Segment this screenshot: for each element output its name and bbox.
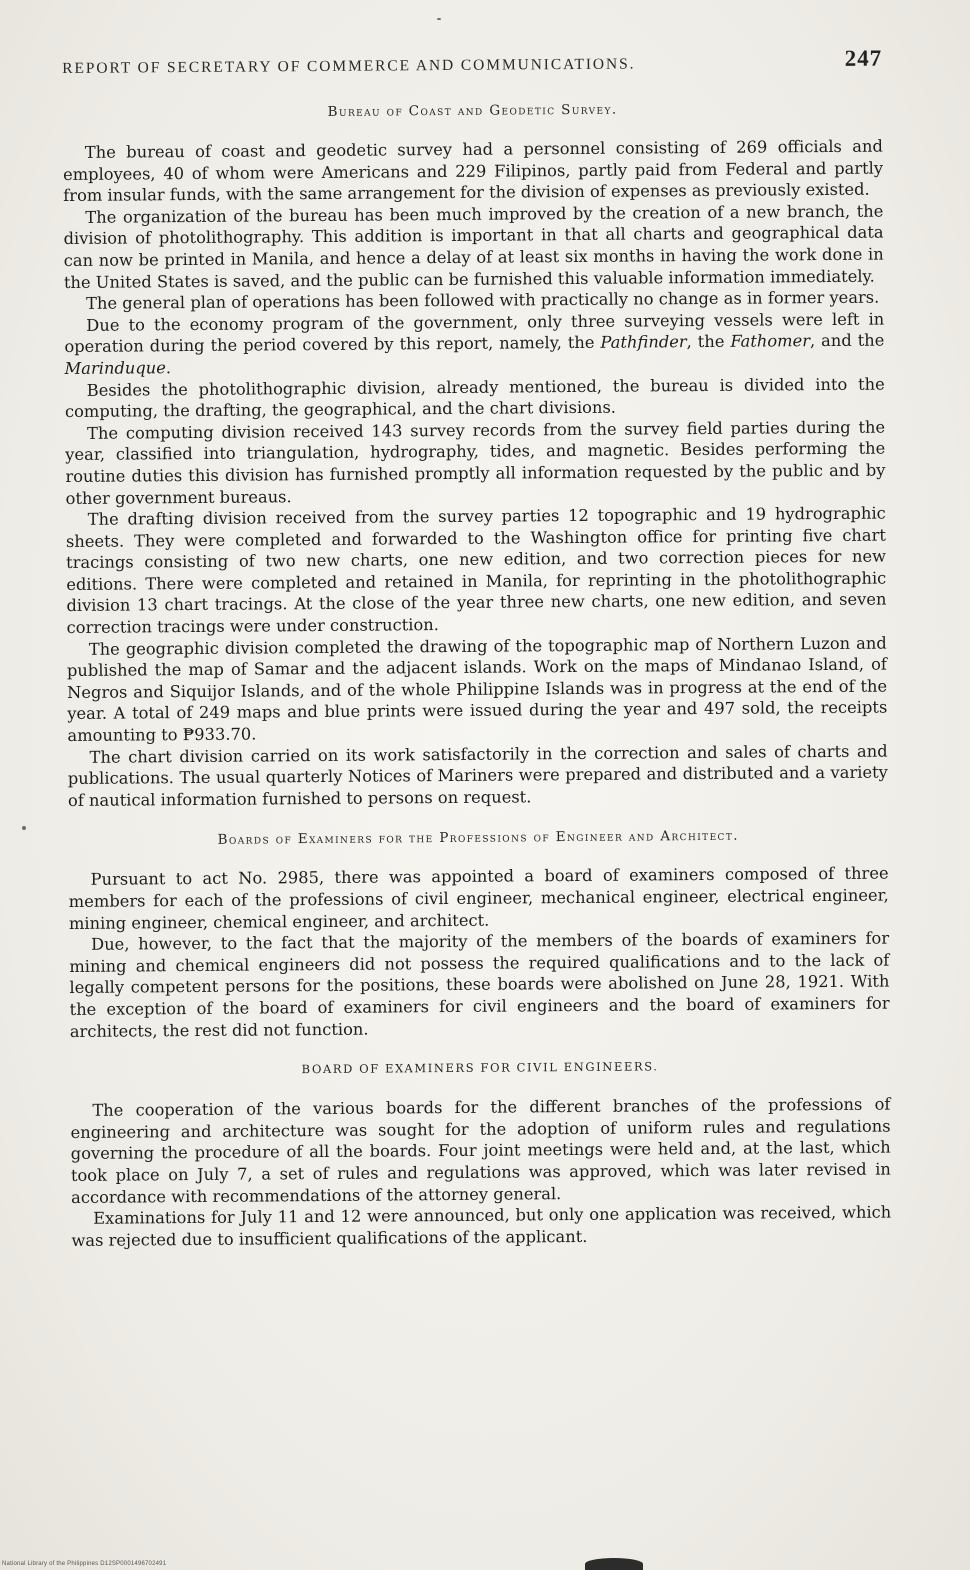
paragraph: The chart division carried on its work satisfactorily in the correction and sales of charts and publications. The usual quarterly Notices of Mariners were prepared and distributed and a variety of nautical information furnished to persons on request. — [67, 741, 888, 810]
paragraph: The computing division received 143 survey records from the survey field parties during the year, classified into triangulation, hydrography, tides, and magnetic. Besides performing the routine duties this division has furnished promptly all information requested by the public and by other government bureaus. — [65, 417, 886, 508]
paragraph-vessels — [64, 308, 884, 379]
scan-footer-note: National Library of the Philippines D12SP0001496702491 — [2, 1561, 167, 1567]
paragraph: The cooperation of the various boards for the different branches of the professions of engineering and architecture was sought for the adoption of uniform rules and regulations governing the procedure of all the boards. Four joint meetings were held and, at the last, which took place on July 7, a set of rules and regulations was approved, which was later revised in accordance with recommendations of the attorney general. — [70, 1094, 891, 1207]
vessel-name-pathfinder: Pathfinder — [600, 332, 687, 353]
vessels-text-between: , and the — [809, 330, 885, 351]
section-heading-civil-engineers: BOARD OF EXAMINERS FOR CIVIL ENGINEERS. — [301, 1059, 659, 1077]
vessels-text-between: , the — [686, 332, 731, 352]
paragraph: Due, however, to the fact that the majority of the members of the boards of examiners for mining and chemical engineers did not possess the required qualifications and to the lack of legally competent persons for the positions, these boards were abolished on June 28, 1921. With the exception of the board of examiners for civil engineers and the board of examiners for architects, the rest did not function. — [69, 928, 890, 1041]
running-head — [62, 34, 882, 84]
page-content — [62, 34, 891, 1252]
scan-blot — [585, 1558, 643, 1570]
paragraph: Examinations for July 11 and 12 were announced, but only one application was received, which was rejected due to insufficient qualifications of the applicant. — [71, 1202, 892, 1250]
paragraph: The organization of the bureau has been much improved by the creation of a new branch, the division of photolithography. This addition is important in that all charts and geographical data can now be printed in Manila, and hence a delay of at least six months in having the work done in the United States is saved, and the public can be furnished this valuable information immediately. — [63, 201, 884, 292]
scan-speck — [437, 18, 441, 20]
paragraph: The drafting division received from the survey parties 12 topographic and 19 hydrographic sheets. They were completed and forwarded to the Washington office for printing five chart tracings consisting of two new charts, one new edition, and two correction pieces for new editions. There were completed and retained in Manila, for reprinting in the photolithographic division 13 chart tracings. At the close of the year three new charts, one new edition, and seven correction tracings were under construction. — [65, 503, 887, 638]
paragraph: Pursuant to act No. 2985, there was appointed a board of examiners composed of three members for each of the professions of civil engineer, mechanical engineer, electrical engineer, mining engineer, chemical engineer, and architect. — [68, 863, 889, 933]
paragraph: The bureau of coast and geodetic survey had a personnel consisting of 269 officials and employees, 40 of whom were Americans and 229 Filipinos, partly paid from Federal and partly from insular funds, with the same arrangement for the division of expenses as previously existed. — [62, 136, 884, 206]
section-heading-boards-of-examiners: Boards of Examiners for the Professions of Engineer and Architect. — [217, 828, 739, 849]
paragraph: The geographic division completed the drawing of the topographic map of Northern Luzon and published the map of Samar and the adjacent islands. Work on the maps of Mindanao Island, of Negros and Siquijor Islands, and of the whole Philippine Islands was in progress at the end of the year. A total of 249 maps and blue prints were issued during the year and 497 sold, the receipts amounting to ₱933.70. — [66, 633, 888, 746]
running-title: REPORT OF SECRETARY OF COMMERCE AND COMMUNICATIONS. — [62, 55, 636, 77]
section-heading-coast-geodetic: Bureau of Coast and Geodetic Survey. — [327, 101, 618, 120]
vessels-text-before: Due to the economy program of the government, only three surveying vessels were left in operation during the period covered by this report, namely, the — [64, 309, 885, 357]
vessel-name-marinduque: Marinduque — [64, 358, 166, 378]
vessels-text-after: . — [165, 358, 172, 378]
page-number: 247 — [844, 45, 883, 71]
scan-speck — [22, 826, 26, 830]
paragraph: Besides the photolithographic division, already mentioned, the bureau is divided into the computing, the drafting, the geographical, and the chart divisions. — [64, 374, 885, 422]
vessel-name-fathomer: Fathomer — [730, 331, 811, 352]
paragraph: The general plan of operations has been followed with practically no change as in former years. — [85, 287, 880, 313]
